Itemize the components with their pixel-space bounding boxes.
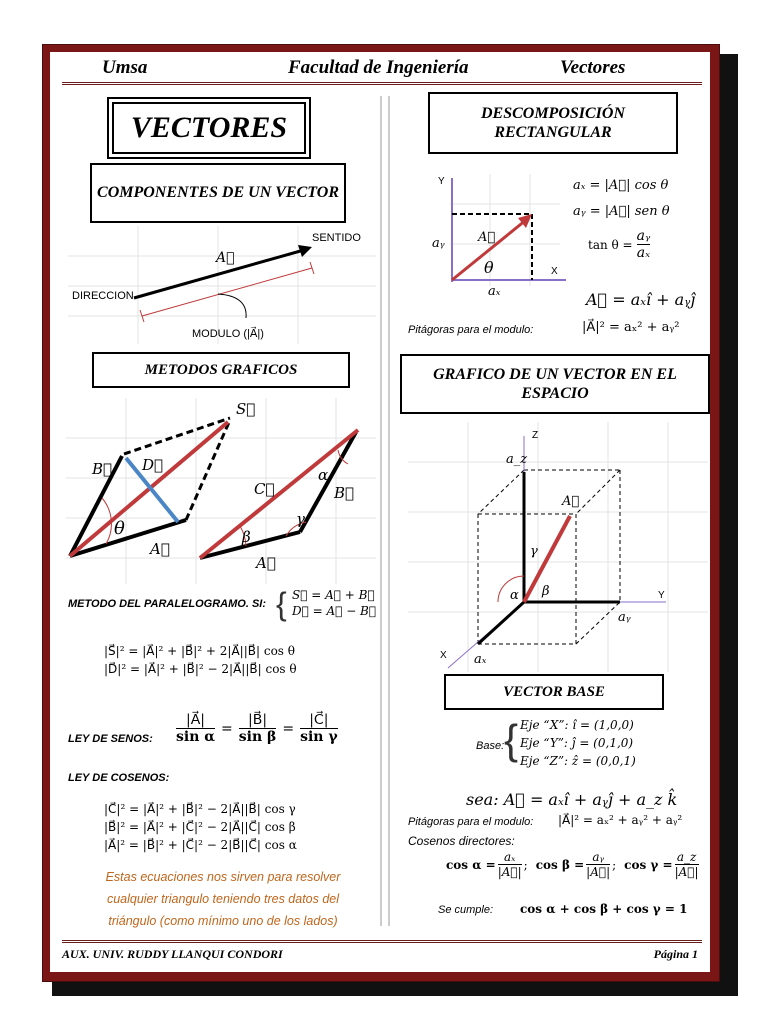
direction-cosine-gamma: [624, 850, 698, 879]
direction-cosines: [446, 850, 699, 879]
sea-equation: sea: A⃗ = aₓî + aᵧĵ + a_z k̂: [466, 790, 678, 809]
pythagoras-label: Pitágoras para el modulo:: [408, 324, 534, 336]
axis-y-label: Y: [438, 176, 445, 187]
heading-components: COMPONENTES DE UN VECTOR: [90, 163, 346, 223]
heading-space-vector: GRAFICO DE UN VECTOR EN EL ESPACIO: [400, 354, 710, 414]
parallelogram-eq-d: D⃗ = A⃗ − B⃗: [292, 604, 377, 618]
axis-z-label: Z: [532, 430, 539, 441]
tan-lhs: tan θ =: [588, 237, 633, 252]
tan-num: aᵧ: [636, 228, 651, 244]
parallelogram-eq-s: S⃗ = A⃗ + B⃗: [292, 588, 375, 602]
modulo-line: [142, 268, 312, 316]
header-right: Vectores: [560, 57, 626, 78]
cosines-eq-b: |B⃗|² = |A⃗|² + |C⃗|² − 2|A⃗||C⃗| cos β: [104, 820, 296, 834]
modulus-eq-s: |S⃗|² = |A⃗|² + |B⃗|² + 2|A⃗||B⃗| cos θ: [104, 644, 296, 658]
parallelogram-label: METODO DEL PARALELOGRAMO. SI:: [68, 598, 267, 610]
label-modulo: MODULO (|A⃗|): [192, 328, 264, 340]
label-alpha: α: [318, 466, 329, 484]
footer-author: AUX. UNIV. RUDDY LLANQUI CONDORI: [62, 947, 283, 961]
base-label: Base:: [476, 740, 505, 752]
heading-vector-base: VECTOR BASE: [444, 674, 664, 710]
label-b: B⃗: [92, 460, 113, 478]
cosines-eq-a: |A⃗|² = |B⃗|² + |C⃗|² − 2|B⃗||C⃗| cos α: [104, 838, 297, 852]
label-beta: β: [242, 528, 251, 546]
sines-label: LEY DE SENOS:: [68, 733, 153, 745]
dc-gamma-num: a_z: [676, 850, 697, 864]
header-left: Umsa: [102, 57, 148, 78]
axis-x-label: X: [551, 266, 558, 277]
dc-gamma-lhs: cos γ =: [624, 857, 673, 872]
header-center: Facultad de Ingeniería: [288, 57, 469, 78]
sines-equation: $\frac{|A⃗|}{\text{sin α}}$ = $\frac{|B⃗|}{\text{sin β}}$ = $\frac{|C⃗|}{\text{sin γ}}$: [176, 712, 338, 745]
page-header: [62, 56, 702, 85]
sines-den-b: sin β: [238, 729, 277, 745]
se-cumple-label: Se cumple:: [438, 904, 494, 916]
label-d: D⃗: [142, 456, 164, 474]
label-sentido: SENTIDO: [312, 232, 361, 244]
base-eq-y: Eje “Y”: ĵ = (0,1,0): [520, 736, 634, 750]
column-divider: [380, 96, 390, 926]
dc-beta-num: aᵧ: [592, 850, 604, 864]
pythagoras3-eq: |A⃗|² = aₓ² + aᵧ² + aᵧ²: [558, 813, 683, 827]
decomp-eq-ay: aᵧ = |A⃗| sen θ: [573, 204, 670, 219]
note-text: Estas ecuaciones nos sirven para resolver cualquier triangulo teniendo tres datos del triángulo (como mínimo uno de los lados): [105, 870, 341, 928]
sines-den-c: sin γ: [300, 729, 338, 745]
label-gamma-space: γ: [530, 544, 538, 559]
label-beta-space: β: [542, 584, 550, 599]
dc-alpha-num: aₓ: [503, 850, 516, 864]
axis-x-space: X: [440, 650, 447, 661]
label-ax: aₓ: [488, 284, 501, 299]
dc-beta-lhs: cos β =: [535, 857, 585, 872]
label-s: S⃗: [236, 400, 256, 418]
label-gamma: γ: [296, 510, 305, 528]
dc-beta-den: |A⃗|: [586, 865, 611, 879]
modulus-eq-d: |D⃗|² = |A⃗|² + |B⃗|² − 2|A⃗||B⃗| cos θ: [104, 662, 297, 676]
unit-vector-eq: A⃗ = aₓî + aᵧĵ: [586, 290, 696, 309]
label-c: C⃗: [254, 480, 275, 498]
label-ay: aᵧ: [432, 236, 445, 251]
heading-decomposition: DESCOMPOSICIÓN RECTANGULAR: [428, 92, 678, 154]
brace: {: [276, 586, 287, 622]
label-a: A⃗: [150, 540, 170, 558]
sines-num-a: |A⃗|: [186, 712, 206, 728]
graphic-methods-diagram: [66, 398, 376, 584]
space-vector-diagram: [408, 422, 708, 672]
page-footer: [62, 940, 702, 962]
direction-cosines-label: Cosenos directores:: [408, 834, 515, 848]
dc-gamma-den: |A⃗|: [674, 865, 699, 879]
axis-y-space: Y: [658, 590, 665, 601]
base-eq-z: Eje “Z”: ẑ = (0,0,1): [520, 754, 636, 768]
base-eq-x: Eje “X”: î = (1,0,0): [520, 718, 634, 732]
tan-den: aₓ: [636, 245, 651, 261]
label-ax-space: aₓ: [474, 652, 487, 667]
heading-graphic-methods: METODOS GRAFICOS: [92, 352, 350, 388]
decomp-eq-ax: aₓ = |A⃗| cos θ: [573, 178, 669, 193]
label-a-space: A⃗: [562, 494, 580, 509]
dc-alpha-den: |A⃗|: [497, 865, 522, 879]
label-az: a_z: [506, 452, 528, 467]
label-alpha-space: α: [510, 588, 519, 603]
label-theta-decomp: θ: [484, 258, 494, 277]
cosines-eq-c: |C⃗|² = |A⃗|² + |B⃗|² − 2|A⃗||B⃗| cos γ: [104, 802, 296, 816]
label-a2: A⃗: [256, 554, 276, 572]
cosines-label: LEY DE COSENOS:: [68, 772, 170, 784]
page-title: VECTORES: [112, 102, 306, 154]
footer-page: Página 1: [653, 947, 698, 961]
label-theta: θ: [114, 518, 125, 539]
tan-equation: [588, 228, 650, 261]
direction-cosine-beta: cos β = $\frac{\text{aᵧ}}{|A⃗|}$ ;: [535, 850, 617, 879]
label-ay-space: aᵧ: [618, 610, 631, 625]
se-cumple-eq: cos α + cos β + cos γ = 1: [520, 902, 688, 916]
base-brace: {: [504, 716, 519, 763]
label-a-decomp: A⃗: [478, 230, 496, 245]
label-vector-a: A⃗: [216, 250, 235, 266]
pythagoras3-label: Pitágoras para el modulo:: [408, 816, 534, 828]
pythagoras-eq: |A⃗|² = aₓ² + aᵧ²: [582, 320, 680, 335]
sines-num-c: |C⃗|: [309, 712, 329, 728]
label-direccion: DIRECCION: [72, 290, 134, 302]
sines-num-b: |B⃗|: [248, 712, 268, 728]
direction-cosine-alpha: cos α = $\frac{\text{aₓ}}{|A⃗|}$ ;: [446, 850, 528, 879]
dc-alpha-lhs: cos α =: [446, 857, 496, 872]
sines-den-a: sin α: [176, 729, 216, 745]
label-b2: B⃗: [334, 484, 355, 502]
